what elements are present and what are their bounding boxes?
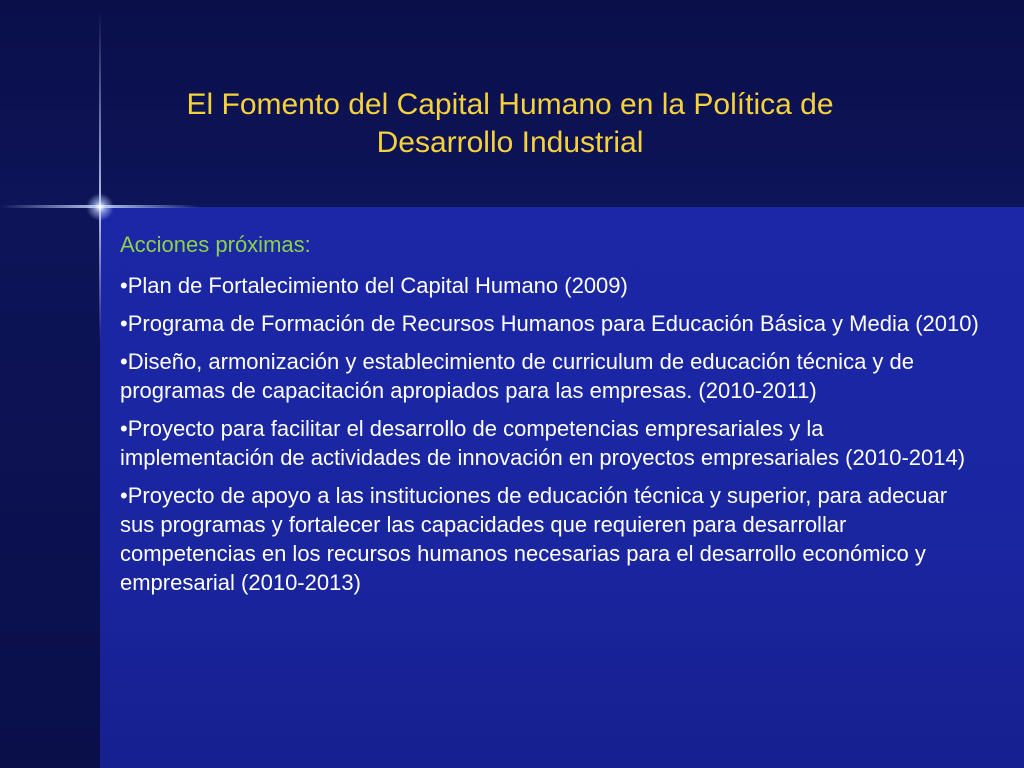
bullet-item: •Plan de Fortalecimiento del Capital Humano (2009) [120, 273, 628, 298]
section-subtitle: Acciones próximas: [120, 232, 311, 257]
slide-title [130, 86, 890, 162]
bullet-item: •Proyecto de apoyo a las instituciones de educación técnica y superior, para adecuar sus programas y fortalecer las capacidades que requieren para desarrollar competencias en los recursos humanos necesarias para el desarrollo económico y empresarial (2010-2013) [120, 483, 948, 595]
bullet-item: •Programa de Formación de Recursos Humanos para Educación Básica y Media (2010) [120, 311, 979, 336]
slide-body [120, 230, 980, 606]
slide-title-line-2: Desarrollo Industrial [376, 126, 644, 159]
sparkle-star-icon [86, 193, 114, 221]
sparkle-vertical-ray [99, 10, 101, 340]
bullet-item: •Proyecto para facilitar el desarrollo de competencias empresariales y la implementación de actividades de innovación en proyectos empresariales (2010-2014) [120, 416, 966, 470]
slide-title-line-1: El Fomento del Capital Humano en la Política de [186, 88, 834, 121]
left-band-background [0, 207, 100, 768]
bullet-item: •Diseño, armonización y establecimiento de curriculum de educación técnica y de programas de capacitación apropiados para las empresas. (2010-2011) [120, 349, 914, 403]
